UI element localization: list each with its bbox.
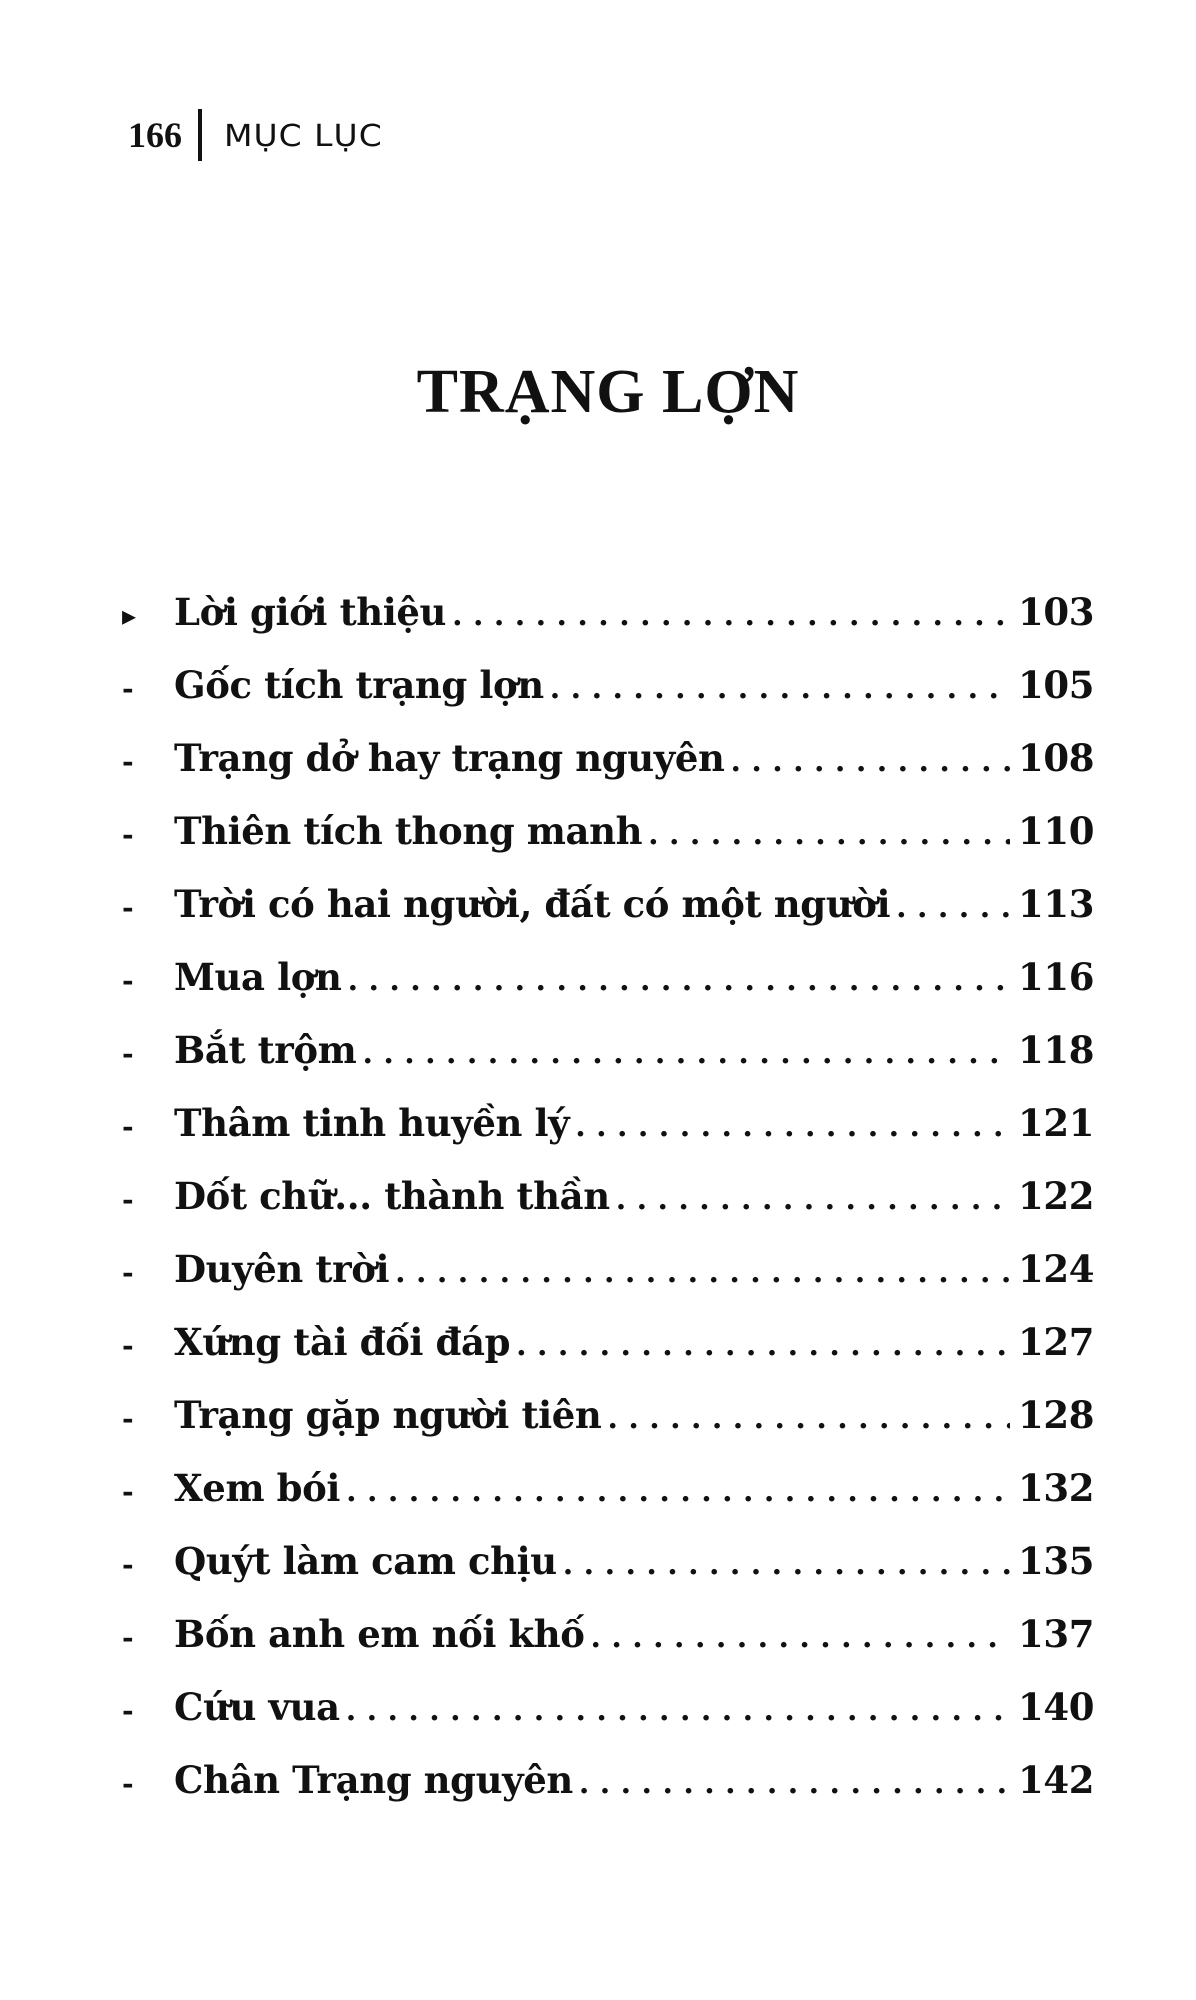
- toc-entry: [122, 1174, 1095, 1247]
- entry-title: Xứng tài đối đáp: [174, 1320, 511, 1364]
- dot-leader: [346, 1693, 1010, 1728]
- entry-page: 142: [1018, 1758, 1095, 1802]
- entry-page: 116: [1018, 955, 1095, 999]
- dot-leader: [579, 1766, 1010, 1801]
- entry-title: Lời giới thiệu: [174, 590, 447, 634]
- dot-leader: [550, 671, 1010, 706]
- entry-title: Bắt trộm: [174, 1028, 357, 1072]
- entry-title: Dốt chữ... thành thần: [174, 1174, 610, 1218]
- entry-marker: -: [122, 1256, 134, 1289]
- dot-leader: [896, 890, 1010, 925]
- toc-entry: [122, 955, 1095, 1028]
- entry-marker: -: [122, 818, 134, 851]
- dot-leader: [616, 1182, 1010, 1217]
- entry-marker: -: [122, 891, 134, 924]
- entry-title: Trạng dở hay trạng nguyên: [174, 736, 725, 780]
- entry-title: Trạng gặp người tiên: [174, 1393, 602, 1437]
- entry-marker: ▸: [122, 599, 136, 632]
- toc-entry: [122, 882, 1095, 955]
- entry-page: 140: [1018, 1685, 1095, 1729]
- entry-page: 127: [1018, 1320, 1095, 1364]
- entry-page: 118: [1018, 1028, 1095, 1072]
- entry-page: 121: [1018, 1101, 1095, 1145]
- toc-entry: [122, 1539, 1095, 1612]
- entry-marker: -: [122, 1402, 134, 1435]
- toc-entry: [122, 1247, 1095, 1320]
- dot-leader: [362, 1036, 1010, 1071]
- toc-entry: [122, 1028, 1095, 1101]
- dot-leader: [563, 1547, 1010, 1582]
- toc-entry: [122, 1466, 1095, 1539]
- entry-marker: -: [122, 672, 134, 705]
- entry-page: 124: [1018, 1247, 1095, 1291]
- entry-title: Thiên tích thong manh: [174, 809, 643, 853]
- entry-marker: -: [122, 964, 134, 997]
- entry-page: 122: [1018, 1174, 1095, 1218]
- table-of-contents: [122, 590, 1095, 1831]
- dot-leader: [348, 963, 1010, 998]
- entry-marker: -: [122, 1110, 134, 1143]
- toc-entry: [122, 1101, 1095, 1174]
- entry-title: Mua lợn: [174, 955, 342, 999]
- entry-page: 128: [1018, 1393, 1095, 1437]
- header-divider: [198, 109, 202, 161]
- entry-marker: -: [122, 1329, 134, 1362]
- entry-marker: -: [122, 1183, 134, 1216]
- entry-title: Chân Trạng nguyên: [174, 1758, 573, 1802]
- entry-marker: -: [122, 1621, 134, 1654]
- toc-entry: [122, 590, 1095, 663]
- entry-title: Gốc tích trạng lợn: [174, 663, 544, 707]
- entry-page: 103: [1018, 590, 1095, 634]
- toc-entry: [122, 1320, 1095, 1393]
- entry-title: Duyên trời: [174, 1247, 390, 1291]
- entry-title: Trời có hai người, đất có một người: [174, 882, 891, 926]
- entry-page: 108: [1018, 736, 1095, 780]
- page-number: 166: [128, 115, 182, 155]
- entry-marker: -: [122, 1694, 134, 1727]
- toc-entry: [122, 663, 1095, 736]
- toc-entry: [122, 1612, 1095, 1685]
- entry-page: 105: [1018, 663, 1095, 707]
- toc-entry: [122, 1758, 1095, 1831]
- toc-entry: [122, 1393, 1095, 1466]
- dot-leader: [452, 598, 1010, 633]
- entry-page: 137: [1018, 1612, 1095, 1656]
- dot-leader: [591, 1620, 1011, 1655]
- entry-title: Quýt làm cam chịu: [174, 1539, 557, 1583]
- entry-marker: -: [122, 1548, 134, 1581]
- running-header: [128, 108, 383, 162]
- page-title: TRẠNG LỢN: [416, 358, 800, 426]
- entry-marker: -: [122, 745, 134, 778]
- entry-marker: -: [122, 1037, 134, 1070]
- dot-leader: [730, 744, 1010, 779]
- dot-leader: [575, 1109, 1010, 1144]
- entry-title: Bốn anh em nối khố: [174, 1612, 585, 1656]
- dot-leader: [395, 1255, 1010, 1290]
- dot-leader: [648, 817, 1010, 852]
- entry-marker: -: [122, 1475, 134, 1508]
- entry-title: Thâm tinh huyền lý: [174, 1101, 570, 1145]
- entry-title: Cứu vua: [174, 1685, 340, 1729]
- toc-entry: [122, 736, 1095, 809]
- dot-leader: [346, 1474, 1010, 1509]
- entry-page: 135: [1018, 1539, 1095, 1583]
- toc-entry: [122, 809, 1095, 882]
- dot-leader: [516, 1328, 1010, 1363]
- entry-page: 110: [1018, 809, 1095, 853]
- entry-page: 132: [1018, 1466, 1095, 1510]
- entry-page: 113: [1018, 882, 1095, 926]
- section-label: MỤC LỤC: [224, 117, 383, 153]
- dot-leader: [607, 1401, 1010, 1436]
- entry-title: Xem bói: [174, 1466, 341, 1510]
- toc-entry: [122, 1685, 1095, 1758]
- entry-marker: -: [122, 1767, 134, 1800]
